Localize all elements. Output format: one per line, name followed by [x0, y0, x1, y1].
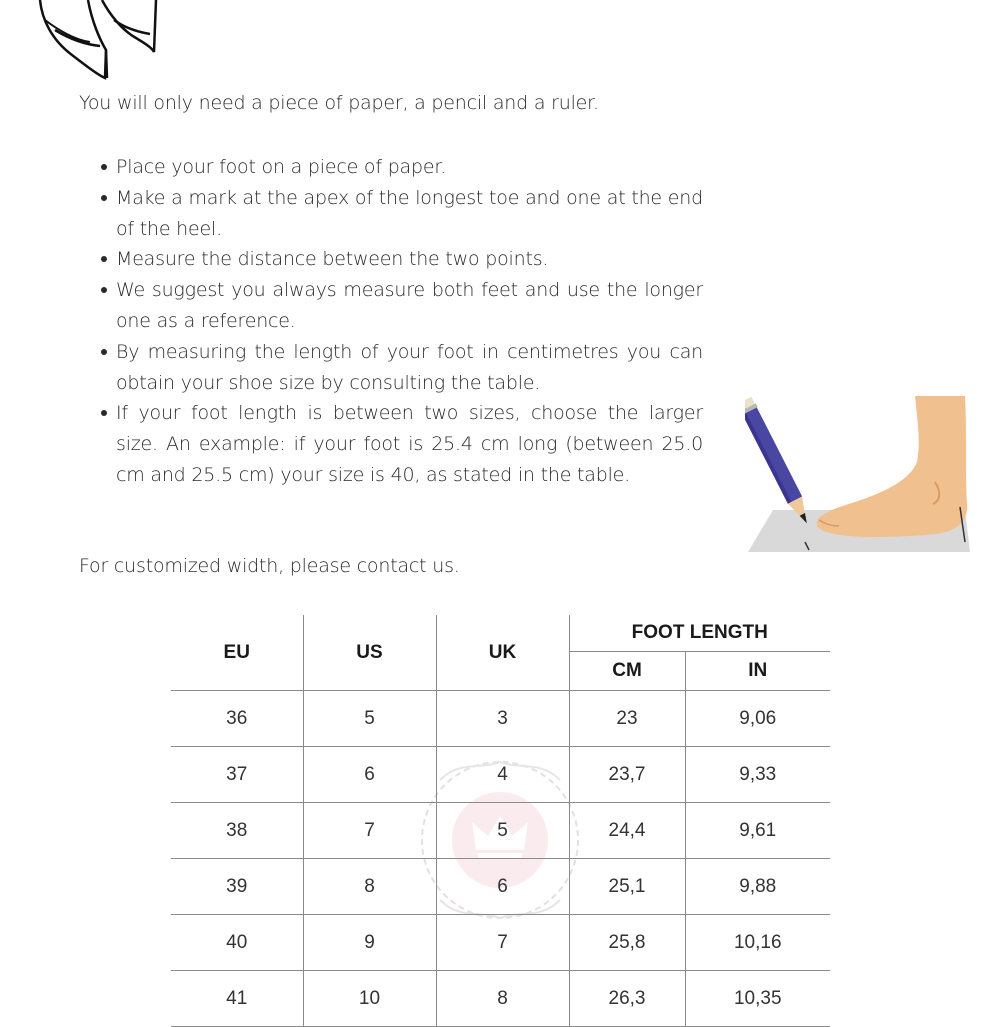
header-cm: CM — [569, 652, 685, 691]
cell-cm: 26,3 — [569, 971, 685, 1027]
cell-uk: 3 — [436, 691, 569, 747]
cell-eu: 37 — [171, 747, 303, 803]
header-eu: EU — [171, 615, 303, 691]
cell-in: 9,06 — [685, 691, 830, 747]
step-item: We suggest you always measure both feet and use the longer one as a reference. — [98, 275, 703, 337]
cell-uk: 4 — [436, 747, 569, 803]
cell-uk: 5 — [436, 803, 569, 859]
step-item: If your foot length is between two sizes, choose the larger size. An example: if your foot is 25.4 cm long (between 25.0 cm and 25.5 cm) your size is 40, as stated in the table. — [98, 398, 703, 490]
cell-uk: 7 — [436, 915, 569, 971]
header-us: US — [303, 615, 436, 691]
intro-text: You will only need a piece of paper, a pencil and a ruler. — [79, 92, 599, 114]
cell-us: 8 — [303, 859, 436, 915]
bullet-icon — [101, 164, 107, 170]
cell-cm: 23 — [569, 691, 685, 747]
size-table — [171, 615, 830, 1027]
cell-eu: 41 — [171, 971, 303, 1027]
step-item: By measuring the length of your foot in centimetres you can obtain your shoe size by consulting the table. — [98, 337, 703, 399]
cell-cm: 25,1 — [569, 859, 685, 915]
cell-eu: 40 — [171, 915, 303, 971]
cell-eu: 36 — [171, 691, 303, 747]
cell-cm: 23,7 — [569, 747, 685, 803]
size-chart — [171, 615, 830, 1009]
cell-us: 6 — [303, 747, 436, 803]
cell-us: 9 — [303, 915, 436, 971]
customized-width-note: For customized width, please contact us. — [79, 555, 460, 577]
cell-in: 9,61 — [685, 803, 830, 859]
cell-us: 10 — [303, 971, 436, 1027]
cell-uk: 8 — [436, 971, 569, 1027]
step-item: Make a mark at the apex of the longest toe and one at the end of the heel. — [98, 183, 703, 245]
table-row — [171, 971, 830, 1027]
bullet-icon — [101, 287, 107, 293]
cell-in: 9,33 — [685, 747, 830, 803]
header-in: IN — [685, 652, 830, 691]
cell-us: 5 — [303, 691, 436, 747]
bullet-icon — [101, 256, 107, 262]
cell-eu: 38 — [171, 803, 303, 859]
cell-cm: 25,8 — [569, 915, 685, 971]
table-row — [171, 691, 830, 747]
table-row — [171, 915, 830, 971]
cell-us: 7 — [303, 803, 436, 859]
bullet-icon — [101, 410, 107, 416]
cell-in: 9,88 — [685, 859, 830, 915]
header-uk: UK — [436, 615, 569, 691]
cell-in: 10,35 — [685, 971, 830, 1027]
bullet-icon — [101, 349, 107, 355]
cell-eu: 39 — [171, 859, 303, 915]
header-foot-length: FOOT LENGTH — [569, 615, 830, 652]
bullet-icon — [101, 195, 107, 201]
shoes-illustration — [30, 0, 170, 85]
cell-in: 10,16 — [685, 915, 830, 971]
cell-cm: 24,4 — [569, 803, 685, 859]
step-item: Place your foot on a piece of paper. — [98, 152, 703, 183]
table-row — [171, 803, 830, 859]
cell-uk: 6 — [436, 859, 569, 915]
table-row — [171, 859, 830, 915]
step-item: Measure the distance between the two points. — [98, 244, 703, 275]
table-row — [171, 747, 830, 803]
measuring-steps — [98, 152, 703, 491]
foot-measuring-illustration — [745, 392, 975, 554]
